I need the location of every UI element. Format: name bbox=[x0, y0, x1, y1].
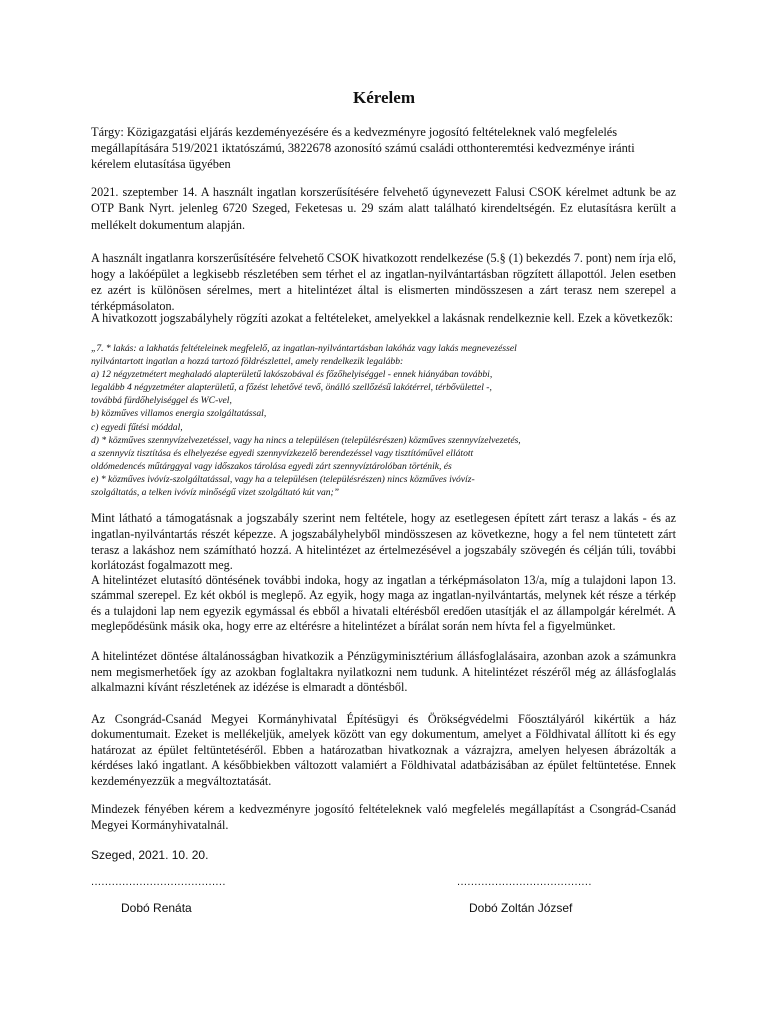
paragraph-documents: Az Csongrád-Csanád Megyei Kormányhivatal Építésügyi és Örökségvédelmi Főosztályáról kikértük a ház dokumentumait. Ezeket is mellékeljük, amelyek között van egy dokumentum, amelyet a Földhivatal állított ki és egy határozat az épület feltüntetéséről. Ebben a határozatban hivatkoznak a vázrajzra, amelyen helyesen ábrázolták a kérdéses lakó ingatlant. A későbbiekben változott valamiért a Földhivatal adatbázisában az épület feltüntetése. Ennek kezdeményezzük a megváltoztatását. bbox=[91, 712, 676, 788]
signature-line-right: ....................................... bbox=[457, 876, 592, 888]
quote-line: c) egyedi fűtési móddal, bbox=[91, 421, 183, 433]
quote-line: a) 12 négyzetmétert meghaladó alapterületű lakószobával és főzőhelyiséggel - ennek hiányában további, bbox=[91, 369, 493, 381]
paragraph-map-discrepancy: A hitelintézet elutasító döntésének további indoka, hogy az ingatlan a térképmásolaton 13/a, míg a tulajdoni lapon 13. számmal szerepel. Ez két okból is meglepő. Az egyik, hogy maga az ingatlan-nyilvántartás, melynek két része a térkép és a tulajdoni lap nem egyezik egymással és ebből a hivatali eltérésből eredően utasítják el az állampolgár kérelmét. A meglepődésünk másik oka, hogy erre az eltérésre a hitelintézet a bírálat során nem hívta fel a figyelmünket. bbox=[91, 573, 676, 634]
paragraph-submission: 2021. szeptember 14. A használt ingatlan korszerűsítésére felvehető úgynevezett Falusi CSOK kérelmet adtunk be az OTP Bank Nyrt. jelenleg 6720 Szeged, Feketesas u. 29 szám alatt található kirendeltségén. Ez elutasításra került a mellékelt dokumentum alapján. bbox=[91, 185, 676, 232]
paragraph-conditions-intro: A hivatkozott jogszabályhely rögzíti azokat a feltételeket, amelyekkel a lakásnak rendelkeznie kell. Ezek a következők: bbox=[91, 311, 674, 325]
quote-line: továbbá fürdőhelyiséggel és WC-vel, bbox=[91, 395, 232, 407]
quote-line: d) * közműves szennyvízelvezetéssel, vagy ha nincs a településen (településrészen) közműves szennyvízelvezetés, bbox=[91, 434, 521, 446]
signature-line-left: ....................................... bbox=[91, 876, 226, 888]
quote-line: e) * közműves ivóvíz-szolgáltatással, vagy ha a településen (településrészen) nincs közműves ivóvíz- bbox=[91, 473, 475, 485]
quote-line: oldómedencés műtárggyal vagy időszakos tárolása egyedi zárt szennyvíztárolóban történik, és bbox=[91, 460, 452, 472]
quote-line: b) közműves villamos energia szolgáltatással, bbox=[91, 408, 267, 420]
subject-line: Tárgy: Közigazgatási eljárás kezdeményezésére és a kedvezményre jogosító feltételeknek való megfelelés megállapítására 519/2021 iktatószámú, 3822678 azonosító számú családi otthonteremtési kedvezménye iránti kérelem elutasítása ügyében bbox=[91, 125, 635, 171]
document-title: Kérelem bbox=[353, 88, 415, 107]
paragraph-regulation: A használt ingatlanra korszerűsítésére felvehető CSOK hivatkozott rendelkezése (5.§ (1) bekezdés 7. pont) nem írja elő, hogy a lakóépület a legkisebb részletében sem térhet el az ingatlan-nyilvántartásban rögzített állapottól. Jelen esetben ez azért is különösen sérelmes, mert a hitelintézet által is elismerten mindösszesen a zárt terasz nem szerepel a térképmásolaton. bbox=[91, 251, 676, 314]
quote-line: nyilvántartott ingatlan a hozzá tartozó földrészlettel, amely rendelkezik legalább: bbox=[91, 356, 404, 368]
paragraph-interpretation: Mint látható a támogatásnak a jogszabály szerint nem feltétele, hogy az esetlegesen épített zárt terasz a lakás - és az ingatlan-nyilvántartás részét képezze. A jogszabályhelyből mindösszesen az következne, hogy a fel nem tüntetett zárt terasz a lakáshoz nem számítható hozzá. A hitelintézet az értelmezésével a jogszabály szövegén és célján túli, további korlátozást fogalmazott meg. bbox=[91, 511, 676, 573]
document-date: Szeged, 2021. 10. 20. bbox=[91, 848, 209, 862]
signatory-name-left: Dobó Renáta bbox=[121, 901, 192, 915]
quote-line: legalább 4 négyzetméter alapterületű, a főzést lehetővé tevő, önálló szellőzésű lakótérrel, térbővülettel -, bbox=[91, 382, 492, 394]
legal-quote bbox=[91, 342, 681, 499]
paragraph-ministry-opinion: A hitelintézet döntése általánosságban hivatkozik a Pénzügyminisztérium állásfoglalásaira, azonban azok a számunkra nem megismerhetőek így az azokban foglaltakra nyilatkozni nem tudunk. A hitelintézet részéről még az állásfoglalás alkalmazni kívánt részletének az idézése is elmaradt a döntésből. bbox=[91, 649, 676, 695]
signatory-name-right: Dobó Zoltán József bbox=[469, 901, 573, 915]
paragraph-request: Mindezek fényében kérem a kedvezményre jogosító feltételeknek való megfelelés megállapítást a Csongrád-Csanád Megyei Kormányhivatalnál. bbox=[91, 802, 676, 833]
quote-line: szolgáltatás, a telken ivóvíz minőségű vizet szolgáltató kút van;” bbox=[91, 487, 340, 499]
quote-line: a szennyvíz tisztítása és elhelyezése egyedi szennyvízkezelő berendezéssel vagy tisztítóművel ellátott bbox=[91, 447, 474, 459]
quote-line: „7. * lakás: a lakhatás feltételeinek megfelelő, az ingatlan-nyilvántartásban lakóház vagy lakás megnevezéssel bbox=[91, 343, 517, 354]
